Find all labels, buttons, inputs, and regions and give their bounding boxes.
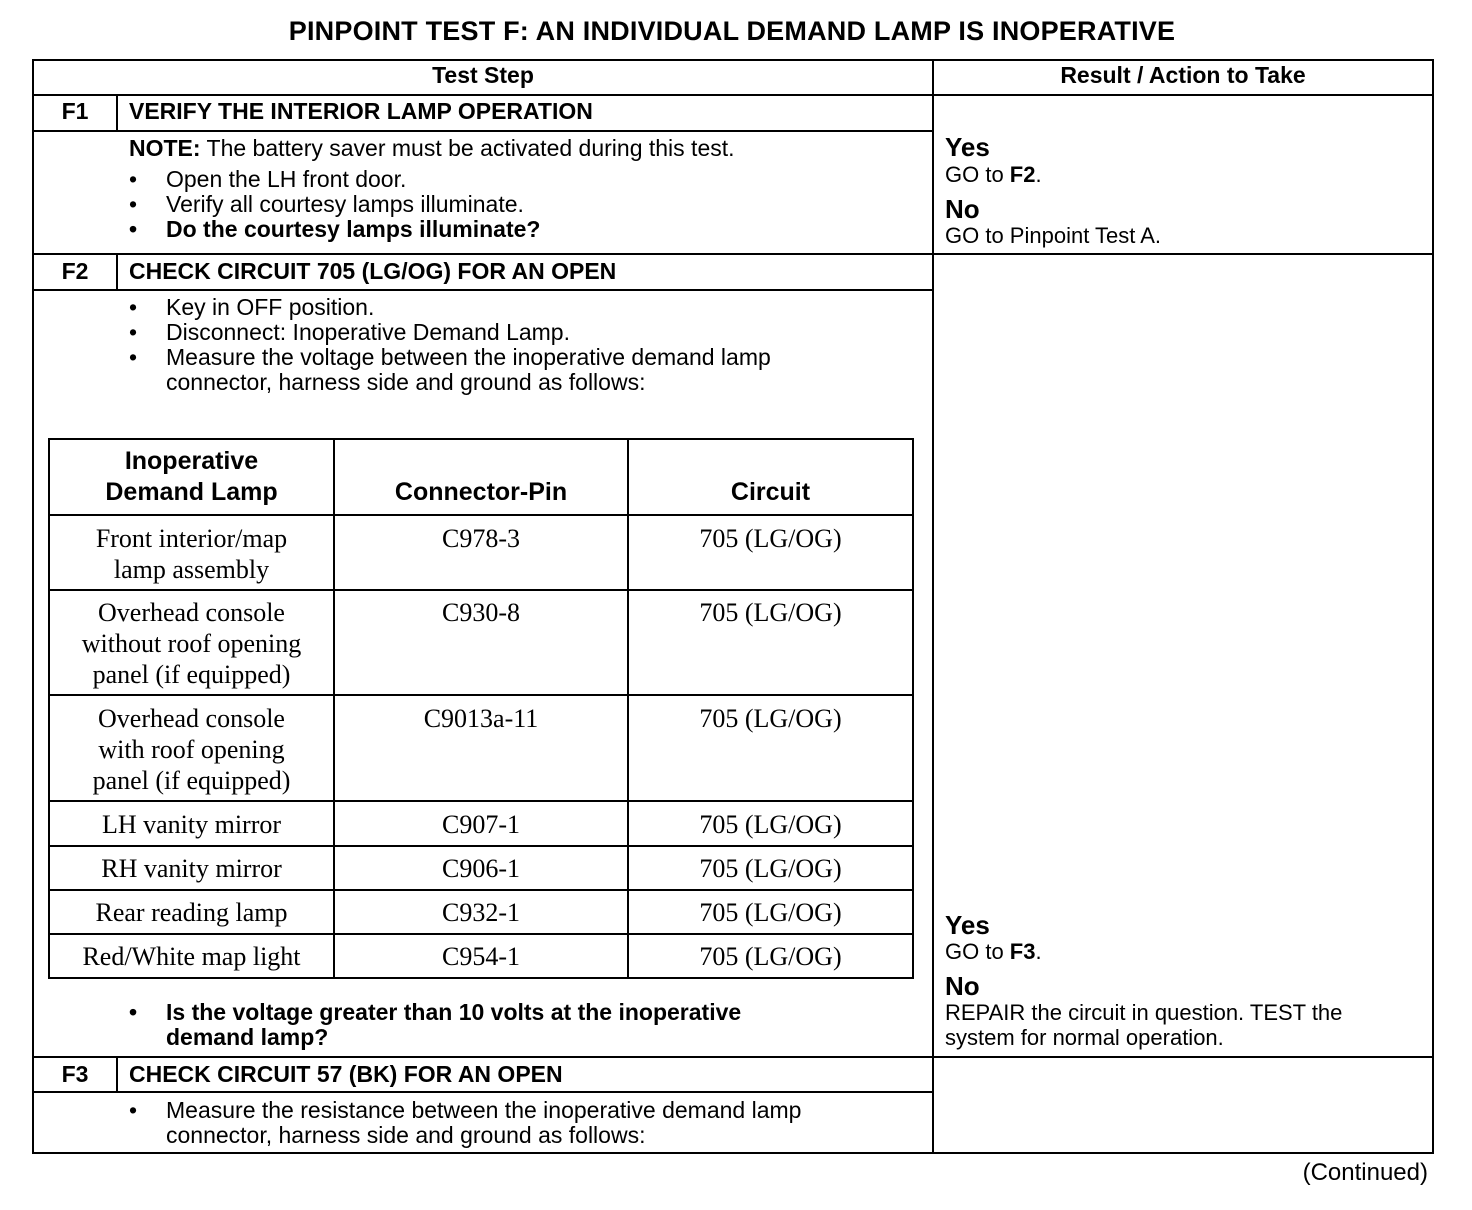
table-row-circuit: 705 (LG/OG) <box>699 854 842 883</box>
note-text: The battery saver must be activated during this test. <box>200 135 735 161</box>
column-header-connector-pin: Connector-Pin <box>394 478 568 506</box>
table-row-pin: C978-3 <box>442 524 520 553</box>
step-id-f1: F1 <box>61 98 89 124</box>
f2-bullet-2: • Disconnect: Inoperative Demand Lamp. <box>129 319 570 345</box>
table-row-lamp: Overhead console with roof opening panel (if equipped) <box>92 704 291 795</box>
f3-bullet-1: • Measure the resistance between the inoperative demand lamp connector, harness side and ground as follows: <box>129 1097 802 1148</box>
table-row-pin: C932-1 <box>442 898 520 927</box>
table-row-lamp: RH vanity mirror <box>101 854 282 883</box>
column-header-circuit: Circuit <box>730 478 811 506</box>
table-row-circuit: 705 (LG/OG) <box>699 942 842 971</box>
table-row-pin: C930-8 <box>442 598 520 627</box>
table-row-circuit: 705 (LG/OG) <box>699 524 842 553</box>
note-label: NOTE: <box>129 135 201 161</box>
f1-note <box>129 136 735 161</box>
step-id-f2: F2 <box>61 258 89 284</box>
f2-bullet-1: • Key in OFF position. <box>129 294 375 320</box>
step-title-f1: VERIFY THE INTERIOR LAMP OPERATION <box>129 98 593 124</box>
table-row-lamp: LH vanity mirror <box>101 810 282 839</box>
table-row-circuit: 705 (LG/OG) <box>699 898 842 927</box>
table-row-lamp: Red/White map light <box>82 942 301 971</box>
header-test-step: Test Step <box>432 62 534 88</box>
f2-no-action: REPAIR the circuit in question. TEST the system for normal operation. <box>945 1000 1343 1050</box>
f2-yes-action: GO to F3. <box>945 939 1042 964</box>
table-row-pin: C954-1 <box>442 942 520 971</box>
table-row-pin: C906-1 <box>442 854 520 883</box>
table-row-pin: C9013a-11 <box>423 704 539 733</box>
f2-no-label: No <box>945 971 980 1001</box>
table-row-lamp: Rear reading lamp <box>95 898 288 927</box>
step-title-f3: CHECK CIRCUIT 57 (BK) FOR AN OPEN <box>129 1061 563 1087</box>
header-result: Result / Action to Take <box>1060 62 1306 88</box>
table-row-lamp: Front interior/map lamp assembly <box>95 524 288 584</box>
f2-bullet-question: • Is the voltage greater than 10 volts at the inoperative demand lamp? <box>129 999 742 1050</box>
f1-yes-action: GO to F2. <box>945 162 1042 187</box>
f2-bullet-3: • Measure the voltage between the inoperative demand lamp connector, harness side and ground as follows: <box>129 344 771 395</box>
f1-bullet-2: • Verify all courtesy lamps illuminate. <box>129 191 524 217</box>
table-row-circuit: 705 (LG/OG) <box>699 810 842 839</box>
step-title-f2: CHECK CIRCUIT 705 (LG/OG) FOR AN OPEN <box>129 258 617 284</box>
column-header-lamp: Inoperative Demand Lamp <box>105 447 278 506</box>
table-row-circuit: 705 (LG/OG) <box>699 704 842 733</box>
f1-no-label: No <box>945 194 980 224</box>
table-row-pin: C907-1 <box>442 810 520 839</box>
f1-yes-label: Yes <box>945 132 990 162</box>
f2-yes-label: Yes <box>945 910 990 940</box>
table-row-circuit: 705 (LG/OG) <box>699 598 842 627</box>
f1-bullet-question: • Do the courtesy lamps illuminate? <box>129 216 541 242</box>
f1-no-action: GO to Pinpoint Test A. <box>945 223 1162 248</box>
table-row-lamp: Overhead console without roof opening panel (if equipped) <box>81 598 302 689</box>
f1-bullet-1: • Open the LH front door. <box>129 166 407 192</box>
page-title: PINPOINT TEST F: AN INDIVIDUAL DEMAND LAMP IS INOPERATIVE <box>288 16 1176 46</box>
step-id-f3: F3 <box>61 1061 89 1087</box>
continued-label: (Continued) <box>1302 1159 1428 1186</box>
